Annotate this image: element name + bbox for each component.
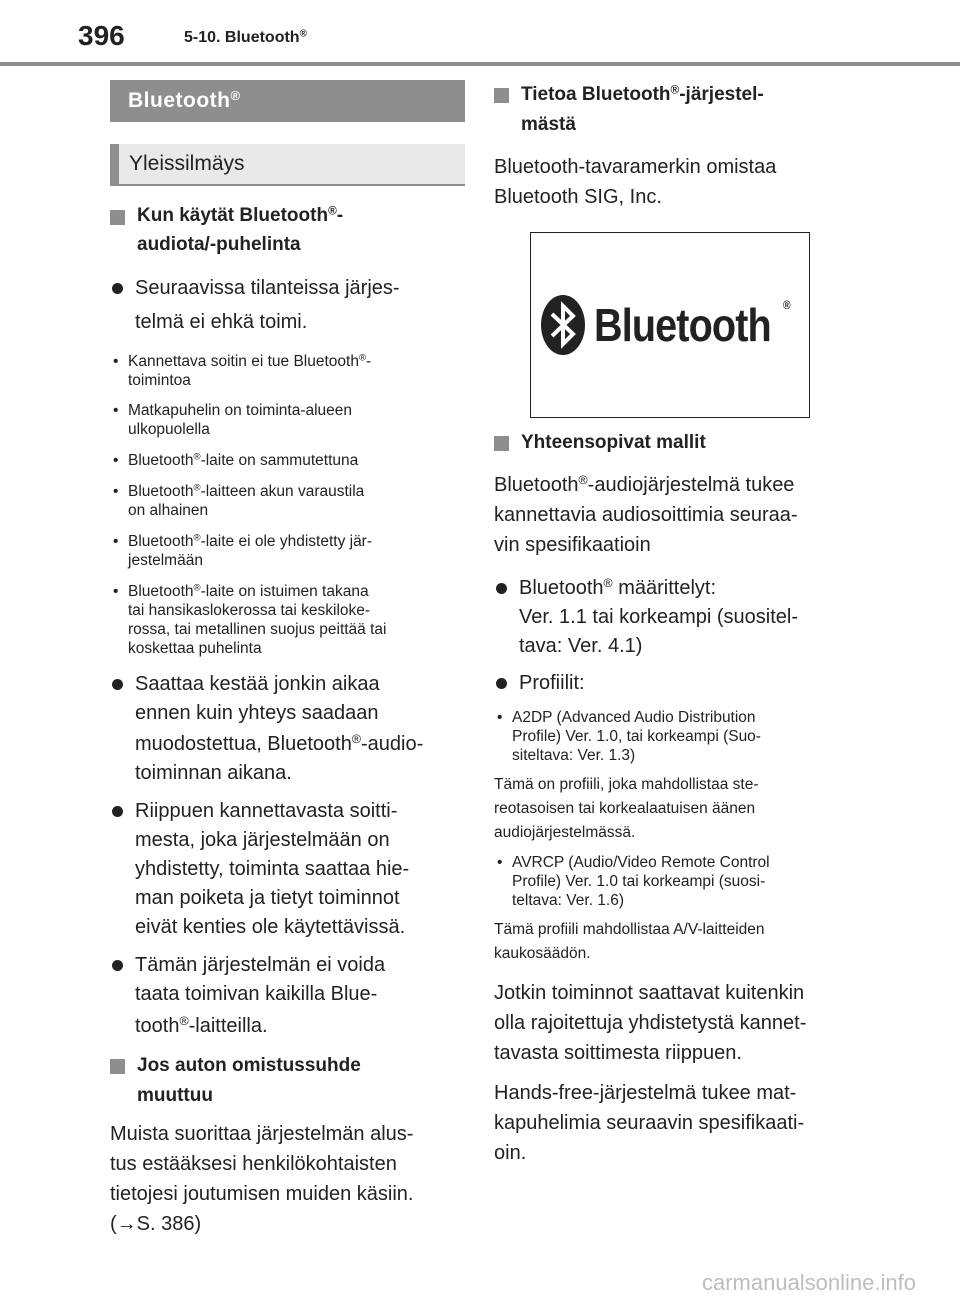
heading-about-bluetooth: Tietoa Bluetooth®-järjestel- mästä	[494, 80, 842, 140]
note-avrcp: Tämä profiili mahdollistaa A/V-laitteiden kaukosäädön.	[494, 921, 765, 962]
dot-item-connection-delay: Saattaa kestää jonkin aikaa ennen kuin yhteys saadaan muodostettua, Bluetooth®-audio- toiminnan aikana.	[110, 670, 465, 788]
list-item: • Bluetooth®-laite on sammutettuna	[113, 451, 359, 469]
dot-item-player-dependent: Riippuen kannettavasta soitti- mesta, joka järjestelmään on yhdistetty, toiminta saattaa hie- man poiketa ja tietyt toiminnot eivät kenties ole käytettävissä.	[110, 797, 465, 942]
square-bullet-icon	[494, 88, 509, 103]
list-item-a2dp: • A2DP (Advanced Audio Distribution Profile) Ver. 1.0, tai korkeampi (Suo- siteltava: Ver. 1.3)	[497, 709, 761, 764]
header-rule	[0, 62, 960, 66]
dot-item-situations: Seuraavissa tilanteissa järjes- telmä ei ehkä toimi.	[110, 274, 465, 337]
dot-bullet-icon	[112, 960, 123, 971]
chapter-title: 5-10. Bluetooth®	[184, 28, 307, 46]
page-number: 396	[78, 20, 125, 51]
bluetooth-rune-icon	[540, 294, 586, 356]
dot-item-bluetooth-spec: Bluetooth® määrittelyt: Ver. 1.1 tai korkeampi (suositel- tava: Ver. 4.1)	[494, 574, 842, 661]
heading-ownership-change: Jos auton omistussuhde muuttuu	[110, 1051, 465, 1111]
dot-bullet-icon	[112, 806, 123, 817]
bluetooth-logo	[540, 294, 800, 356]
dot-bullet-icon	[112, 283, 123, 294]
left-column	[110, 80, 465, 1239]
paragraph-limitations: Jotkin toiminnot saattavat kuitenkin olla rajoitettuja yhdistetystä kannet- tavasta soittimesta riippuen.	[494, 982, 807, 1064]
subsection-heading: Yleissilmäys	[110, 144, 465, 186]
paragraph-trademark: Bluetooth-tavaramerkin omistaa Bluetooth SIG, Inc.	[494, 156, 777, 208]
dot-bullet-icon	[496, 583, 507, 594]
heading-compatible-models: Yhteensopivat mallit	[494, 428, 842, 458]
dot-bullet-icon	[496, 678, 507, 689]
square-bullet-icon	[110, 210, 125, 225]
dot-bullet-icon	[112, 679, 123, 690]
section-band: Bluetooth®	[110, 80, 465, 122]
square-bullet-icon	[110, 1059, 125, 1074]
bluetooth-logo-box	[530, 232, 810, 418]
list-item: • Kannettava soitin ei tue Bluetooth®- toimintoa	[113, 352, 372, 389]
page-header	[0, 0, 960, 68]
square-bullet-icon	[494, 436, 509, 451]
dot-item-no-guarantee: Tämän järjestelmän ei voida taata toimivan kaikilla Blue- tooth®-laitteilla.	[110, 951, 465, 1041]
dot-item-profiles: Profiilit:	[494, 669, 842, 698]
right-column	[494, 80, 842, 1168]
paragraph-hands-free: Hands-free-järjestelmä tukee mat- kapuhelimia seuraavin spesifikaati- oin.	[494, 1082, 805, 1164]
watermark: carmanualsonline.info	[701, 1270, 916, 1295]
note-a2dp: Tämä on profiili, joka mahdollistaa ste- reotasoisen tai korkealaatuisen äänen audiojärjestelmässä.	[494, 776, 759, 841]
paragraph-audio-support: Bluetooth®-audiojärjestelmä tukee kannettavia audiosoittimia seuraa- vin spesifikaatioin	[494, 473, 798, 556]
list-item: • Bluetooth®-laite ei ole yhdistetty jär- jestelmään	[113, 532, 373, 569]
heading-bluetooth-audio: Kun käytät Bluetooth®- audiota/-puhelinta	[110, 202, 465, 260]
paragraph-reset-notice: Muista suorittaa järjestelmän alus- tus estääksesi henkilökohtaisten tietojesi joutumisen muiden käsiin. (→S. 386)	[110, 1123, 414, 1235]
list-item: • Bluetooth®-laite on istuimen takana tai hansikaslokerossa tai keskiloke- rossa, tai metallinen suojus peittää tai koskettaa puhelinta	[113, 582, 387, 657]
list-item: • Bluetooth®-laitteen akun varaustila on alhainen	[113, 482, 365, 519]
bluetooth-wordmark: Bluetooth ®	[594, 298, 790, 351]
list-item: • Matkapuhelin on toiminta-alueen ulkopuolella	[113, 402, 353, 438]
list-item-avrcp: • AVRCP (Audio/Video Remote Control Profile) Ver. 1.0 tai korkeampi (suosi- teltava: Ver. 1.6)	[497, 854, 770, 909]
